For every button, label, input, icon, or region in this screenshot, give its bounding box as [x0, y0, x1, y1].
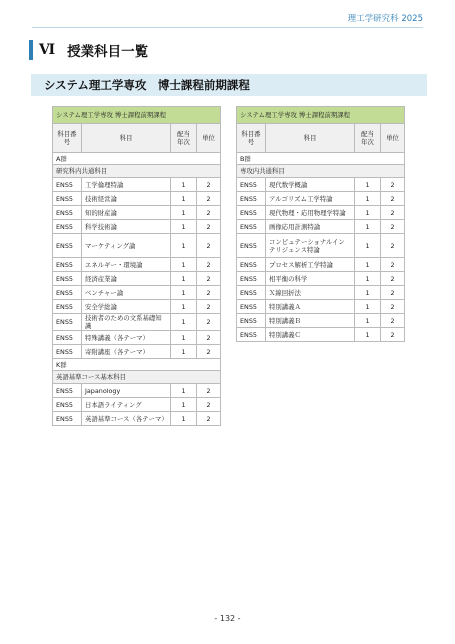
credits-cell: 2 [381, 192, 405, 206]
column-header-code: 科目番号 [53, 124, 82, 153]
course-code-cell: ENS5 [53, 384, 82, 398]
credits-cell: 2 [197, 258, 221, 272]
course-code-cell: ENS5 [237, 272, 266, 286]
subgroup-label: 専攻内共通科目 [237, 165, 405, 178]
column-header-credits: 単位 [381, 124, 405, 153]
course-name-cell: 特別講義Ｃ [266, 328, 355, 342]
course-name-cell: エネルギー・環境論 [82, 258, 171, 272]
course-name-cell: 日本語ライティング [82, 398, 171, 412]
course-code-cell: ENS5 [237, 206, 266, 220]
year-cell: 1 [355, 234, 381, 258]
course-name-cell: プロセス解析工学特論 [266, 258, 355, 272]
credits-cell: 2 [197, 192, 221, 206]
course-code-cell: ENS5 [53, 286, 82, 300]
chapter-title: 授業科目一覧 [67, 44, 149, 60]
course-name-cell: 特別講義Ｂ [266, 314, 355, 328]
year-cell: 1 [171, 412, 197, 426]
column-header-year: 配当 年次 [171, 124, 197, 153]
year-cell: 1 [355, 328, 381, 342]
year-cell: 1 [171, 220, 197, 234]
credits-cell: 2 [197, 345, 221, 359]
table-row [53, 272, 221, 286]
subgroup-label: 研究科内共通科目 [53, 165, 221, 178]
course-code-cell: ENS5 [53, 398, 82, 412]
credits-cell: 2 [197, 206, 221, 220]
course-code-cell: ENS5 [237, 328, 266, 342]
table-row [53, 331, 221, 345]
table-row [53, 192, 221, 206]
year-cell: 1 [355, 206, 381, 220]
credits-cell: 2 [381, 258, 405, 272]
course-name-cell: 経済産業論 [82, 272, 171, 286]
credits-cell: 2 [197, 286, 221, 300]
course-name-cell: 技術経営論 [82, 192, 171, 206]
table-row [237, 220, 405, 234]
credits-cell: 2 [381, 328, 405, 342]
course-code-cell: ENS5 [237, 220, 266, 234]
table-row [53, 398, 221, 412]
credits-cell: 2 [197, 234, 221, 258]
table-row [53, 314, 221, 331]
year-cell: 1 [171, 314, 197, 331]
year-cell: 1 [355, 300, 381, 314]
running-header: 理工学研究科 2025 [347, 14, 423, 24]
year-cell: 1 [171, 286, 197, 300]
year-cell: 1 [171, 300, 197, 314]
course-code-cell: ENS5 [53, 192, 82, 206]
credits-cell: 2 [381, 286, 405, 300]
year-cell: 1 [355, 258, 381, 272]
course-code-cell: ENS5 [53, 345, 82, 359]
course-code-cell: ENS5 [237, 286, 266, 300]
course-code-cell: ENS5 [53, 272, 82, 286]
group-label: A群 [53, 153, 221, 165]
credits-cell: 2 [381, 300, 405, 314]
course-code-cell: ENS5 [237, 314, 266, 328]
curriculum-table-left [52, 106, 221, 426]
table-row [53, 178, 221, 192]
year-cell: 1 [355, 220, 381, 234]
year-cell: 1 [355, 272, 381, 286]
table-row [53, 345, 221, 359]
course-name-cell: 画像応用計測特論 [266, 220, 355, 234]
course-name-cell: 知的財産論 [82, 206, 171, 220]
table-row [237, 272, 405, 286]
column-header-year: 配当 年次 [355, 124, 381, 153]
course-name-cell: 科学技術論 [82, 220, 171, 234]
credits-cell: 2 [381, 314, 405, 328]
course-name-cell: Japanology [82, 384, 171, 398]
table-row [53, 258, 221, 272]
column-header-credits: 単位 [197, 124, 221, 153]
credits-cell: 2 [197, 272, 221, 286]
section-heading-band [31, 74, 427, 96]
year-cell: 1 [171, 398, 197, 412]
course-name-cell: Ｘ線回折法 [266, 286, 355, 300]
course-code-cell: ENS5 [53, 206, 82, 220]
course-name-cell: ベンチャー論 [82, 286, 171, 300]
course-name-cell: 特殊講義（各テーマ） [82, 331, 171, 345]
year-cell: 1 [171, 272, 197, 286]
course-code-cell: ENS5 [237, 258, 266, 272]
course-name-cell: コンピュテーショナルインテリジェンス特論 [266, 234, 355, 258]
table-row [53, 286, 221, 300]
table-title: システム理工学専攻 博士課程前期課程 [53, 107, 221, 124]
year-cell: 1 [171, 234, 197, 258]
course-name-cell: 現代物理・応用物理学特論 [266, 206, 355, 220]
group-label: K群 [53, 359, 221, 371]
course-name-cell: 現代数学概論 [266, 178, 355, 192]
year-cell: 1 [355, 286, 381, 300]
table-title: システム理工学専攻 博士課程前期課程 [237, 107, 405, 124]
course-code-cell: ENS5 [53, 178, 82, 192]
credits-cell: 2 [197, 300, 221, 314]
course-code-cell: ENS5 [53, 258, 82, 272]
course-name-cell: 寄附講座（各テーマ） [82, 345, 171, 359]
course-code-cell: ENS5 [53, 234, 82, 258]
credits-cell: 2 [381, 220, 405, 234]
credits-cell: 2 [197, 178, 221, 192]
year-cell: 1 [171, 206, 197, 220]
table-row [237, 258, 405, 272]
credits-cell: 2 [381, 234, 405, 258]
year-cell: 1 [171, 258, 197, 272]
course-code-cell: ENS5 [53, 314, 82, 331]
course-name-cell: 特別講義Ａ [266, 300, 355, 314]
table-row [237, 192, 405, 206]
chapter-heading [29, 38, 148, 62]
column-header-code: 科目番号 [237, 124, 266, 153]
course-name-cell: アルゴリズム工学特論 [266, 192, 355, 206]
year-cell: 1 [355, 178, 381, 192]
credits-cell: 2 [381, 272, 405, 286]
year-cell: 1 [171, 345, 197, 359]
year-cell: 1 [171, 178, 197, 192]
course-code-cell: ENS5 [53, 412, 82, 426]
credits-cell: 2 [197, 384, 221, 398]
course-code-cell: ENS5 [237, 300, 266, 314]
table-row [53, 220, 221, 234]
table-row [237, 286, 405, 300]
chapter-number: Ⅵ [39, 42, 56, 58]
course-name-cell: 工学倫理特論 [82, 178, 171, 192]
table-row [237, 234, 405, 258]
page-number: - 132 - [214, 614, 241, 623]
course-name-cell: 相平衡の科学 [266, 272, 355, 286]
table-row [53, 412, 221, 426]
credits-cell: 2 [197, 412, 221, 426]
course-code-cell: ENS5 [237, 192, 266, 206]
curriculum-table-right [236, 106, 405, 342]
year-cell: 1 [355, 192, 381, 206]
table-row [237, 206, 405, 220]
table-row [53, 206, 221, 220]
credits-cell: 2 [381, 206, 405, 220]
course-code-cell: ENS5 [53, 331, 82, 345]
course-name-cell: 技術者のための文系基礎知識 [82, 314, 171, 331]
year-cell: 1 [171, 192, 197, 206]
table-row [237, 314, 405, 328]
header-divider [32, 27, 423, 28]
credits-cell: 2 [197, 220, 221, 234]
table-row [237, 178, 405, 192]
table-row [237, 300, 405, 314]
column-header-subject: 科目 [266, 124, 355, 153]
course-code-cell: ENS5 [237, 178, 266, 192]
credits-cell: 2 [381, 178, 405, 192]
year-cell: 1 [171, 384, 197, 398]
credits-cell: 2 [197, 398, 221, 412]
chapter-accent-bar [29, 40, 33, 60]
column-header-subject: 科目 [82, 124, 171, 153]
course-name-cell: 安全学総論 [82, 300, 171, 314]
course-code-cell: ENS5 [53, 300, 82, 314]
table-row [237, 328, 405, 342]
group-label: B群 [237, 153, 405, 165]
year-cell: 1 [355, 314, 381, 328]
table-row [53, 384, 221, 398]
section-title: システム理工学専攻 博士課程前期課程 [44, 78, 250, 92]
credits-cell: 2 [197, 314, 221, 331]
subgroup-label: 英語基準コース基本科目 [53, 371, 221, 384]
credits-cell: 2 [197, 331, 221, 345]
table-row [53, 300, 221, 314]
course-code-cell: ENS5 [53, 220, 82, 234]
table-row [53, 234, 221, 258]
course-name-cell: マーケティング論 [82, 234, 171, 258]
year-cell: 1 [171, 331, 197, 345]
course-code-cell: ENS5 [237, 234, 266, 258]
course-name-cell: 英語基準コース（各テーマ） [82, 412, 171, 426]
